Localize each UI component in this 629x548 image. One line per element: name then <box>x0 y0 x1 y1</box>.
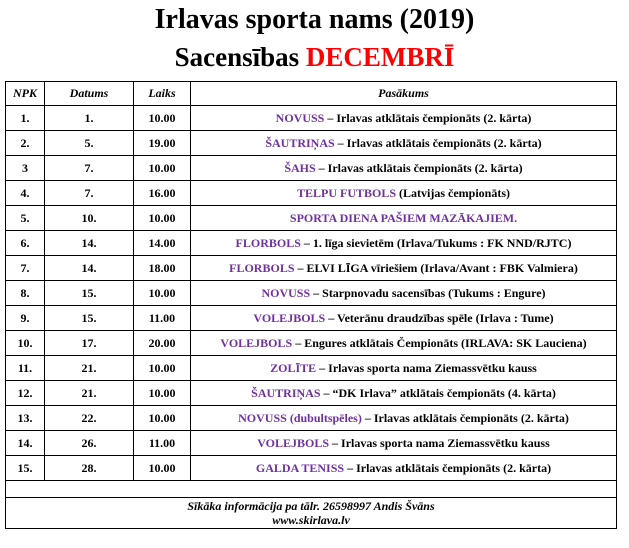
time-cell: 11.00 <box>134 306 191 331</box>
npk-cell: 1. <box>6 106 45 131</box>
time-cell: 10.00 <box>134 206 191 231</box>
event-cell <box>191 156 617 181</box>
table-row <box>6 206 617 231</box>
event-cell <box>191 306 617 331</box>
event-name: VOLEJBOLS <box>220 335 293 350</box>
event-detail: – Irlavas sporta nama Ziemassvētku kauss <box>316 360 537 375</box>
npk-cell: 12. <box>6 381 45 406</box>
column-header-date: Datums <box>45 82 134 106</box>
time-cell: 19.00 <box>134 131 191 156</box>
event-cell <box>191 356 617 381</box>
npk-cell: 15. <box>6 456 45 481</box>
table-row <box>6 156 617 181</box>
table-row <box>6 406 617 431</box>
date-cell: 15. <box>45 281 134 306</box>
column-header-time: Laiks <box>134 82 191 106</box>
event-cell <box>191 131 617 156</box>
spacer-cell <box>6 481 617 498</box>
npk-cell: 7. <box>6 256 45 281</box>
npk-cell: 13. <box>6 406 45 431</box>
event-cell <box>191 106 617 131</box>
time-cell: 10.00 <box>134 156 191 181</box>
date-cell: 21. <box>45 381 134 406</box>
event-name: VOLEJBOLS <box>253 310 326 325</box>
date-cell: 7. <box>45 156 134 181</box>
event-detail: – Irlavas atklātais čempionāts (2. kārta) <box>344 460 552 475</box>
table-row <box>6 131 617 156</box>
event-name: ŠAUTRIŅAS <box>265 135 335 150</box>
date-cell: 21. <box>45 356 134 381</box>
npk-cell: 10. <box>6 331 45 356</box>
time-cell: 11.00 <box>134 431 191 456</box>
subtitle-month: DECEMBRĪ <box>305 42 455 72</box>
event-cell <box>191 331 617 356</box>
subtitle-prefix: Sacensības <box>174 42 300 72</box>
npk-cell: 5. <box>6 206 45 231</box>
table-row <box>6 281 617 306</box>
event-detail: – Irlavas atklātais čempionāts (2. kārta) <box>361 410 569 425</box>
table-row <box>6 256 617 281</box>
npk-cell: 4. <box>6 181 45 206</box>
event-detail: (Latvijas čempionāts) <box>396 185 511 200</box>
event-name: NOVUSS <box>275 110 325 125</box>
npk-cell: 3 <box>6 156 45 181</box>
event-name: FLORBOLS <box>235 235 301 250</box>
table-row <box>6 331 617 356</box>
time-cell: 14.00 <box>134 231 191 256</box>
date-cell: 17. <box>45 331 134 356</box>
npk-cell: 11. <box>6 356 45 381</box>
event-name: VOLEJBOLS <box>257 435 330 450</box>
events-table <box>5 81 617 529</box>
time-cell: 16.00 <box>134 181 191 206</box>
event-detail: – 1. līga sievietēm (Irlava/Tukums : FK NND/RJTC) <box>300 235 572 250</box>
date-cell: 28. <box>45 456 134 481</box>
event-cell <box>191 231 617 256</box>
event-detail: – “DK Irlava” atklātais čempionāts (4. kārta) <box>320 385 556 400</box>
event-cell <box>191 181 617 206</box>
date-cell: 15. <box>45 306 134 331</box>
event-detail: – Irlavas atklātais čempionāts (2. kārta) <box>324 110 532 125</box>
event-cell <box>191 281 617 306</box>
event-detail: – Starpnovadu sacensības (Tukums : Engure) <box>310 285 546 300</box>
event-name: NOVUSS <box>261 285 311 300</box>
date-cell: 7. <box>45 181 134 206</box>
page-subtitle <box>0 41 629 73</box>
time-cell: 10.00 <box>134 381 191 406</box>
event-name: SPORTA DIENA PAŠIEM MAZĀKAJIEM. <box>289 210 518 225</box>
time-cell: 18.00 <box>134 256 191 281</box>
column-header-npk: NPK <box>6 82 45 106</box>
event-name: GALDA TENISS <box>255 460 345 475</box>
event-name: NOVUSS (dubultspēles) <box>238 410 362 425</box>
footer-row <box>6 498 617 529</box>
table-row <box>6 356 617 381</box>
event-name: TELPU FUTBOLS <box>296 185 397 200</box>
time-cell: 10.00 <box>134 356 191 381</box>
npk-cell: 6. <box>6 231 45 256</box>
time-cell: 10.00 <box>134 406 191 431</box>
website-link[interactable]: www.skirlava.lv <box>272 513 350 527</box>
table-row <box>6 181 617 206</box>
event-name: ZOLĪTE <box>270 360 317 375</box>
event-detail: – Veterānu draudzības spēle (Irlava : Tume) <box>325 310 554 325</box>
time-cell: 10.00 <box>134 456 191 481</box>
event-detail: – Irlavas sporta nama Ziemassvētku kauss <box>329 435 550 450</box>
npk-cell: 9. <box>6 306 45 331</box>
table-header-row <box>6 82 617 106</box>
events-table-body <box>6 106 617 481</box>
table-row <box>6 456 617 481</box>
table-row <box>6 306 617 331</box>
time-cell: 10.00 <box>134 281 191 306</box>
date-cell: 14. <box>45 256 134 281</box>
table-row <box>6 231 617 256</box>
event-name: ŠAUTRIŅAS <box>251 385 321 400</box>
event-cell <box>191 206 617 231</box>
table-row <box>6 381 617 406</box>
event-name: ŠAHS <box>284 160 316 175</box>
time-cell: 20.00 <box>134 331 191 356</box>
date-cell: 26. <box>45 431 134 456</box>
event-cell <box>191 381 617 406</box>
event-cell <box>191 456 617 481</box>
event-detail: – ELVI LĪGA vīriešiem (Irlava/Avant : FBK Valmiera) <box>294 260 578 275</box>
footer-cell <box>6 498 617 529</box>
event-detail: – Engures atklātais Čempionāts (IRLAVA: SK Lauciena) <box>292 335 587 350</box>
contact-info: Sīkāka informācija pa tālr. 26598997 Andis Švāns <box>187 499 435 513</box>
spacer-row <box>6 481 617 498</box>
table-row <box>6 431 617 456</box>
event-name: FLORBOLS <box>229 260 295 275</box>
npk-cell: 14. <box>6 431 45 456</box>
date-cell: 1. <box>45 106 134 131</box>
event-detail: – Irlavas atklātais čempionāts (2. kārta) <box>334 135 542 150</box>
event-cell <box>191 406 617 431</box>
event-cell <box>191 256 617 281</box>
time-cell: 10.00 <box>134 106 191 131</box>
date-cell: 5. <box>45 131 134 156</box>
page-title: Irlavas sporta nams (2019) <box>154 4 475 35</box>
date-cell: 10. <box>45 206 134 231</box>
event-detail: – Irlavas atklātais čempionāts (2. kārta) <box>315 160 523 175</box>
table-row <box>6 106 617 131</box>
column-header-event: Pasākums <box>191 82 617 106</box>
event-cell <box>191 431 617 456</box>
npk-cell: 8. <box>6 281 45 306</box>
npk-cell: 2. <box>6 131 45 156</box>
date-cell: 22. <box>45 406 134 431</box>
date-cell: 14. <box>45 231 134 256</box>
